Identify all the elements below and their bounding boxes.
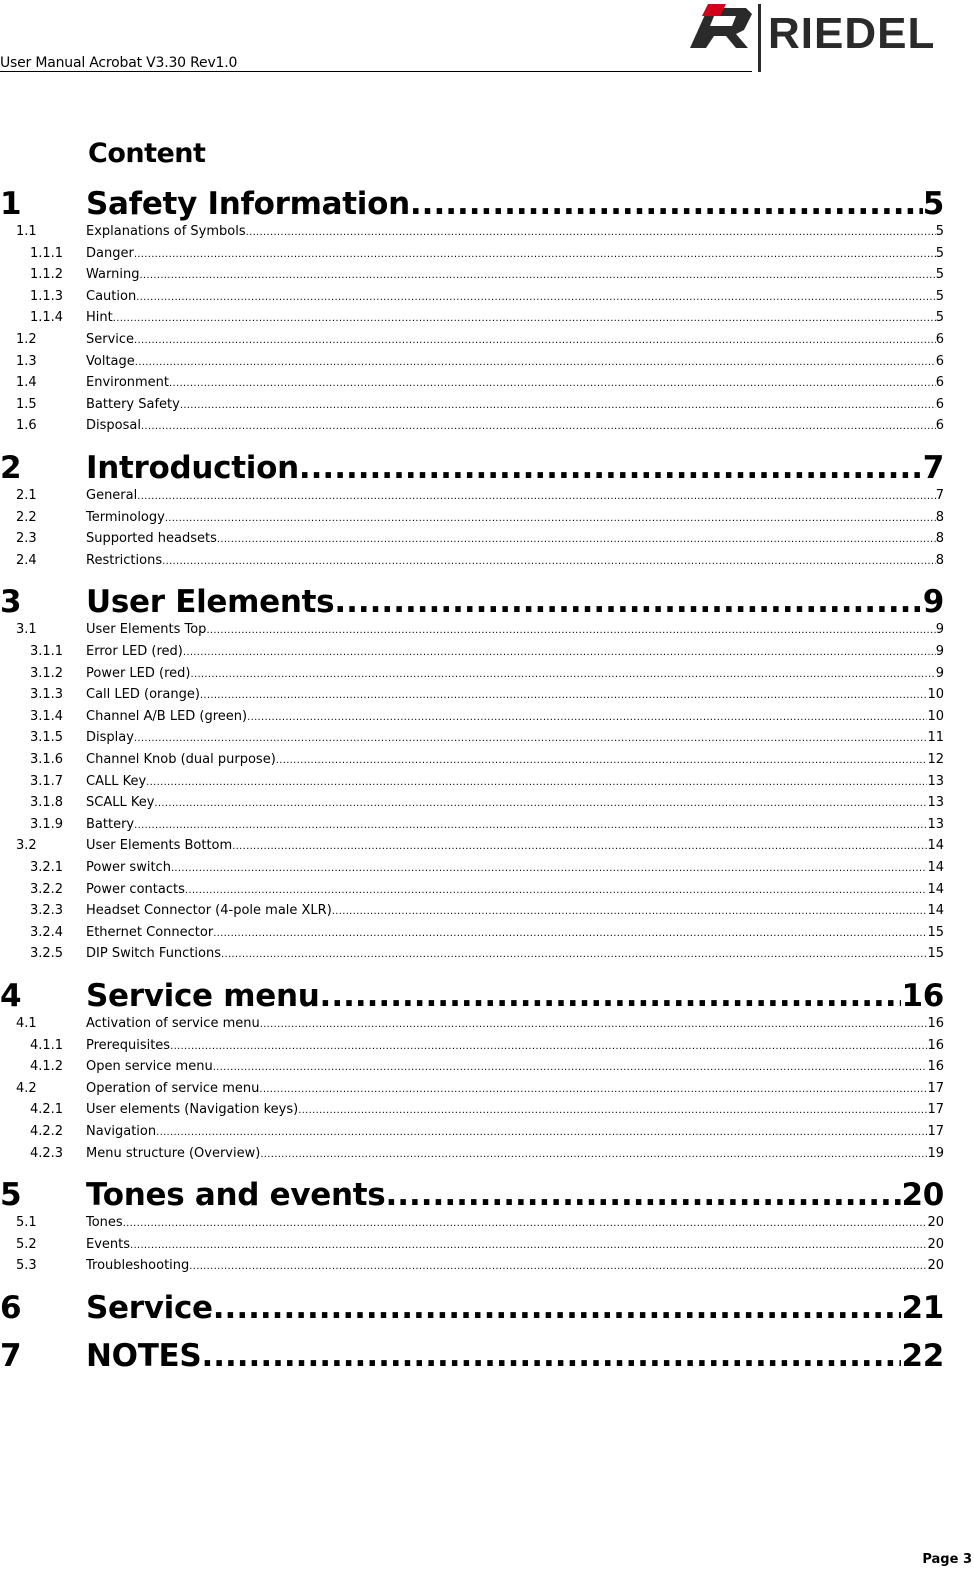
toc-entry-number: 1.1 — [16, 224, 37, 239]
toc-entry-page: 21 — [901, 1290, 944, 1326]
toc-entry-number: 1.2 — [16, 332, 37, 347]
toc-entry-page: 15 — [927, 946, 944, 962]
toc-dot-leader — [141, 421, 936, 432]
toc-dot-leader — [171, 863, 928, 874]
toc-entry-number: 3.1.3 — [30, 687, 64, 703]
toc-dot-leader — [123, 1218, 928, 1229]
toc-entry-title[interactable]: Introduction — [86, 450, 299, 486]
toc-entry-number: 3.2 — [16, 838, 37, 854]
toc-entry-number: 1 — [0, 186, 22, 222]
toc-entry-title[interactable]: Terminology — [86, 509, 165, 525]
toc-entry-title[interactable]: Troubleshooting — [86, 1258, 190, 1274]
toc-dot-leader — [276, 755, 928, 766]
toc-section-entry[interactable] — [0, 838, 944, 858]
toc-chapter-entry[interactable] — [0, 978, 944, 1016]
toc-entry-title[interactable]: Operation of service menu — [86, 1080, 260, 1096]
toc-entry-page: 14 — [927, 838, 944, 854]
toc-subsection-entry[interactable] — [0, 817, 944, 837]
toc-entry-title[interactable]: Display — [86, 730, 134, 746]
toc-dot-leader — [206, 625, 935, 636]
toc-dot-leader — [189, 1261, 927, 1272]
toc-entry-number: 4.1.1 — [30, 1037, 64, 1053]
toc-entry-number: 4.2.2 — [30, 1124, 64, 1139]
toc-entry-page: 8 — [935, 552, 944, 568]
toc-entry-title[interactable]: Navigation — [86, 1124, 157, 1139]
toc-subsection-entry[interactable] — [0, 774, 944, 794]
toc-dot-leader — [139, 270, 935, 281]
toc-subsection-entry[interactable] — [0, 1059, 944, 1079]
toc-entry-number: 2.3 — [16, 531, 37, 547]
toc-section-entry[interactable] — [0, 622, 944, 642]
toc-entry-title[interactable]: User Elements Bottom — [86, 838, 233, 854]
toc-dot-leader — [298, 1105, 927, 1116]
toc-entry-title[interactable]: Error LED (red) — [86, 644, 183, 659]
toc-subsection-entry[interactable] — [0, 267, 944, 287]
toc-entry-number: 1.3 — [16, 353, 37, 369]
toc-entry-number: 3.1.4 — [30, 708, 64, 724]
toc-entry-number: 1.1.2 — [30, 267, 64, 283]
toc-entry-page: 8 — [935, 531, 944, 547]
toc-entry-title[interactable]: Service — [86, 1290, 213, 1326]
toc-subsection-entry[interactable] — [0, 666, 944, 686]
toc-dot-leader — [232, 841, 927, 852]
toc-dot-leader — [332, 906, 928, 917]
toc-subsection-entry[interactable] — [0, 1038, 944, 1058]
toc-entry-page: 5 — [935, 224, 944, 239]
toc-entry-title[interactable]: Menu structure (Overview) — [86, 1145, 261, 1161]
toc-entry-page: 20 — [927, 1215, 944, 1231]
toc-entry-page: 10 — [927, 708, 944, 724]
toc-subsection-entry[interactable] — [0, 1146, 944, 1166]
toc-entry-title[interactable]: Channel A/B LED (green) — [86, 708, 248, 724]
toc-entry-title[interactable]: Environment — [86, 375, 170, 391]
toc-dot-leader — [260, 1019, 928, 1030]
toc-section-entry[interactable] — [0, 1081, 944, 1101]
toc-entry-number: 7 — [0, 1338, 22, 1374]
toc-dot-leader — [201, 1338, 901, 1374]
toc-section-entry[interactable] — [0, 1215, 944, 1235]
toc-entry-number: 5.1 — [16, 1215, 37, 1231]
toc-entry-title[interactable]: Headset Connector (4-pole male XLR) — [86, 903, 332, 919]
toc-entry-title[interactable]: Power LED (red) — [86, 665, 191, 681]
toc-dot-leader — [217, 534, 936, 545]
toc-entry-page: 17 — [927, 1102, 944, 1118]
toc-entry-title[interactable]: Supported headsets — [86, 531, 217, 547]
toc-entry-number: 3.2.5 — [30, 946, 64, 962]
toc-section-entry[interactable] — [0, 354, 944, 374]
toc-entry-title[interactable]: General — [86, 488, 138, 503]
toc-entry-page: 17 — [927, 1080, 944, 1096]
toc-entry-title[interactable]: Service — [86, 332, 135, 347]
toc-entry-number: 4.2.1 — [30, 1102, 64, 1118]
toc-chapter-entry[interactable] — [0, 450, 944, 488]
toc-entry-number: 3.1.6 — [30, 752, 64, 767]
toc-dot-leader — [135, 357, 936, 368]
toc-entry-title[interactable]: User Elements Top — [86, 622, 207, 638]
toc-dot-leader — [410, 186, 923, 222]
toc-dot-leader — [185, 885, 928, 896]
toc-entry-title[interactable]: Tones and events — [86, 1177, 386, 1214]
toc-entry-page: 9 — [935, 665, 944, 681]
toc-entry-title[interactable]: Hint — [86, 310, 113, 326]
toc-entry-title[interactable]: User elements (Navigation keys) — [86, 1102, 299, 1118]
toc-section-entry[interactable] — [0, 418, 944, 438]
toc-entry-page: 7 — [935, 488, 944, 503]
toc-section-entry[interactable] — [0, 224, 944, 244]
toc-entry-title[interactable]: Caution — [86, 288, 137, 304]
toc-entry-title[interactable]: Call LED (orange) — [86, 687, 200, 703]
toc-dot-leader — [162, 556, 936, 567]
toc-section-entry[interactable] — [0, 397, 944, 417]
toc-chapter-entry[interactable] — [0, 1290, 944, 1328]
toc-entry-title[interactable]: Explanations of Symbols — [86, 224, 246, 239]
toc-entry-page: 16 — [927, 1059, 944, 1075]
toc-entry-title[interactable]: Restrictions — [86, 552, 163, 568]
toc-dot-leader — [134, 733, 928, 744]
toc-section-entry[interactable] — [0, 332, 944, 352]
toc-subsection-entry[interactable] — [0, 1124, 944, 1144]
toc-entry-number: 3.1.7 — [30, 773, 64, 789]
toc-entry-page: 6 — [935, 332, 944, 347]
toc-entry-title[interactable]: Open service menu — [86, 1059, 213, 1075]
toc-dot-leader — [134, 249, 936, 260]
toc-section-entry[interactable] — [0, 553, 944, 573]
toc-chapter-entry[interactable] — [0, 1338, 944, 1376]
toc-entry-title[interactable]: User Elements — [86, 584, 335, 621]
toc-entry-title[interactable]: CALL Key — [86, 773, 147, 789]
toc-entry-title[interactable]: Battery — [86, 816, 135, 832]
toc-entry-number: 5.2 — [16, 1236, 37, 1252]
toc-dot-leader — [169, 378, 936, 389]
toc-entry-page: 5 — [935, 267, 944, 283]
document-title: User Manual Acrobat V3.30 Rev1.0 — [0, 55, 238, 71]
toc-entry-page: 6 — [935, 375, 944, 391]
toc-dot-leader — [213, 928, 927, 939]
toc-entry-page: 11 — [927, 730, 944, 746]
toc-chapter-entry[interactable] — [0, 1177, 944, 1215]
toc-subsection-entry[interactable] — [0, 752, 944, 772]
toc-entry-page: 13 — [927, 773, 944, 789]
toc-subsection-entry[interactable] — [0, 730, 944, 750]
toc-dot-leader — [170, 1041, 927, 1052]
toc-entry-number: 3.2.3 — [30, 903, 64, 919]
toc-entry-title[interactable]: SCALL Key — [86, 795, 155, 811]
toc-subsection-entry[interactable] — [0, 246, 944, 266]
toc-subsection-entry[interactable] — [0, 289, 944, 309]
toc-subsection-entry[interactable] — [0, 709, 944, 729]
toc-entry-number: 2.4 — [16, 552, 37, 568]
toc-dot-leader — [113, 313, 936, 324]
toc-entry-page: 20 — [901, 1177, 944, 1214]
toc-entry-number: 4 — [0, 978, 22, 1014]
toc-entry-number: 1.4 — [16, 375, 37, 391]
toc-entry-page: 16 — [901, 978, 944, 1014]
toc-dot-leader — [165, 513, 936, 524]
toc-entry-title[interactable]: Prerequisites — [86, 1037, 171, 1053]
toc-entry-title[interactable]: Power switch — [86, 860, 171, 875]
page-title: Content — [88, 138, 206, 169]
toc-dot-leader — [260, 1149, 927, 1160]
toc-entry-title[interactable]: Service menu — [86, 978, 320, 1014]
toc-entry-page: 20 — [927, 1258, 944, 1274]
toc-dot-leader — [221, 949, 927, 960]
toc-dot-leader — [183, 647, 936, 658]
toc-dot-leader — [156, 1127, 927, 1138]
toc-subsection-entry[interactable] — [0, 310, 944, 330]
toc-chapter-entry[interactable] — [0, 186, 944, 224]
toc-dot-leader — [191, 669, 936, 680]
toc-dot-leader — [213, 1062, 928, 1073]
toc-entry-title[interactable]: Battery Safety — [86, 396, 180, 412]
toc-section-entry[interactable] — [0, 1237, 944, 1257]
toc-section-entry[interactable] — [0, 1016, 944, 1036]
toc-section-entry[interactable] — [0, 531, 944, 551]
toc-entry-number: 3.1.8 — [30, 795, 64, 811]
toc-subsection-entry[interactable] — [0, 903, 944, 923]
toc-dot-leader — [247, 712, 927, 723]
toc-dot-leader — [134, 820, 927, 831]
toc-subsection-entry[interactable] — [0, 946, 944, 966]
toc-section-entry[interactable] — [0, 1258, 944, 1278]
toc-dot-leader — [146, 777, 927, 788]
toc-entry-title[interactable]: Channel Knob (dual purpose) — [86, 752, 276, 767]
toc-entry-page: 15 — [927, 924, 944, 940]
toc-subsection-entry[interactable] — [0, 1102, 944, 1122]
toc-entry-page: 13 — [927, 795, 944, 811]
toc-entry-page: 20 — [927, 1236, 944, 1252]
toc-dot-leader — [334, 584, 922, 620]
toc-entry-page: 16 — [927, 1016, 944, 1031]
toc-entry-number: 4.2 — [16, 1080, 37, 1096]
toc-dot-leader — [137, 491, 935, 502]
toc-entry-number: 6 — [0, 1290, 22, 1326]
toc-entry-title[interactable]: DIP Switch Functions — [86, 946, 221, 962]
toc-subsection-entry[interactable] — [0, 860, 944, 880]
toc-entry-number: 3.2.2 — [30, 881, 64, 897]
toc-entry-page: 6 — [935, 353, 944, 369]
toc-dot-leader — [130, 1240, 927, 1251]
toc-entry-title[interactable]: Tones — [86, 1215, 123, 1231]
toc-entry-page: 14 — [927, 860, 944, 875]
toc-entry-page: 9 — [922, 584, 944, 621]
toc-dot-leader — [136, 292, 936, 303]
toc-entry-title[interactable]: Voltage — [86, 353, 135, 369]
toc-entry-number: 4.1 — [16, 1016, 37, 1031]
toc-entry-number: 3.1.5 — [30, 730, 64, 746]
toc-entry-number: 3.1.2 — [30, 665, 64, 681]
toc-entry-page: 17 — [927, 1124, 944, 1139]
toc-entry-number: 2 — [0, 450, 22, 486]
toc-section-entry[interactable] — [0, 510, 944, 530]
toc-entry-page: 8 — [935, 509, 944, 525]
toc-entry-page: 5 — [935, 288, 944, 304]
toc-dot-leader — [200, 690, 928, 701]
toc-entry-title[interactable]: Safety Information — [86, 186, 410, 222]
toc-section-entry[interactable] — [0, 488, 944, 508]
toc-section-entry[interactable] — [0, 375, 944, 395]
toc-entry-number: 1.1.1 — [30, 245, 64, 261]
toc-dot-leader — [299, 450, 923, 486]
toc-entry-page: 6 — [935, 418, 944, 434]
toc-entry-number: 1.1.4 — [30, 310, 64, 326]
toc-dot-leader — [320, 978, 902, 1014]
toc-entry-number: 3.2.1 — [30, 860, 64, 875]
logo-wordmark: RIEDEL — [768, 9, 936, 58]
toc-entry-title[interactable]: Warning — [86, 267, 140, 283]
toc-dot-leader — [385, 1177, 901, 1213]
toc-entry-page: 9 — [935, 644, 944, 659]
toc-entry-number: 3.1 — [16, 622, 37, 638]
toc-subsection-entry[interactable] — [0, 925, 944, 945]
toc-dot-leader — [134, 335, 936, 346]
toc-subsection-entry[interactable] — [0, 882, 944, 902]
toc-entry-number: 3 — [0, 584, 22, 621]
toc-dot-leader — [180, 400, 936, 411]
toc-dot-leader — [213, 1290, 902, 1326]
toc-entry-page: 5 — [922, 186, 944, 222]
toc-entry-number: 2.1 — [16, 488, 37, 503]
toc-entry-number: 3.1.1 — [30, 644, 64, 659]
toc-dot-leader — [246, 227, 936, 238]
toc-subsection-entry[interactable] — [0, 795, 944, 815]
toc-entry-page: 10 — [927, 687, 944, 703]
toc-entry-number: 4.1.2 — [30, 1059, 64, 1075]
toc-entry-number: 3.1.9 — [30, 816, 64, 832]
toc-entry-page: 14 — [927, 881, 944, 897]
toc-entry-title[interactable]: Ethernet Connector — [86, 924, 214, 940]
toc-entry-number: 1.6 — [16, 418, 37, 434]
toc-entry-page: 22 — [901, 1338, 944, 1374]
toc-entry-page: 9 — [935, 622, 944, 638]
toc-entry-number: 5.3 — [16, 1258, 37, 1274]
toc-entry-number: 1.1.3 — [30, 288, 64, 304]
toc-entry-title[interactable]: Power contacts — [86, 881, 185, 897]
toc-entry-page: 19 — [927, 1145, 944, 1161]
page-number: Page 3 — [922, 1552, 972, 1567]
toc-entry-page: 6 — [935, 396, 944, 412]
toc-entry-title[interactable]: Danger — [86, 245, 134, 261]
toc-entry-title[interactable]: Activation of service menu — [86, 1016, 260, 1031]
toc-entry-number: 3.2.4 — [30, 924, 64, 940]
toc-entry-page: 14 — [927, 903, 944, 919]
toc-entry-number: 5 — [0, 1177, 22, 1214]
toc-entry-page: 5 — [935, 310, 944, 326]
toc-entry-page: 16 — [927, 1037, 944, 1053]
toc-entry-title[interactable]: Events — [86, 1236, 131, 1252]
toc-entry-page: 7 — [922, 450, 944, 486]
toc-entry-number: 4.2.3 — [30, 1145, 64, 1161]
toc-subsection-entry[interactable] — [0, 644, 944, 664]
toc-subsection-entry[interactable] — [0, 687, 944, 707]
toc-entry-page: 13 — [927, 816, 944, 832]
toc-dot-leader — [154, 798, 927, 809]
toc-entry-title[interactable]: Disposal — [86, 418, 141, 434]
toc-entry-page: 12 — [927, 752, 944, 767]
toc-entry-number: 1.5 — [16, 396, 37, 412]
toc-chapter-entry[interactable] — [0, 584, 944, 622]
toc-entry-title[interactable]: NOTES — [86, 1338, 202, 1374]
toc-entry-page: 5 — [935, 245, 944, 261]
toc-entry-number: 2.2 — [16, 509, 37, 525]
toc-dot-leader — [259, 1084, 927, 1095]
